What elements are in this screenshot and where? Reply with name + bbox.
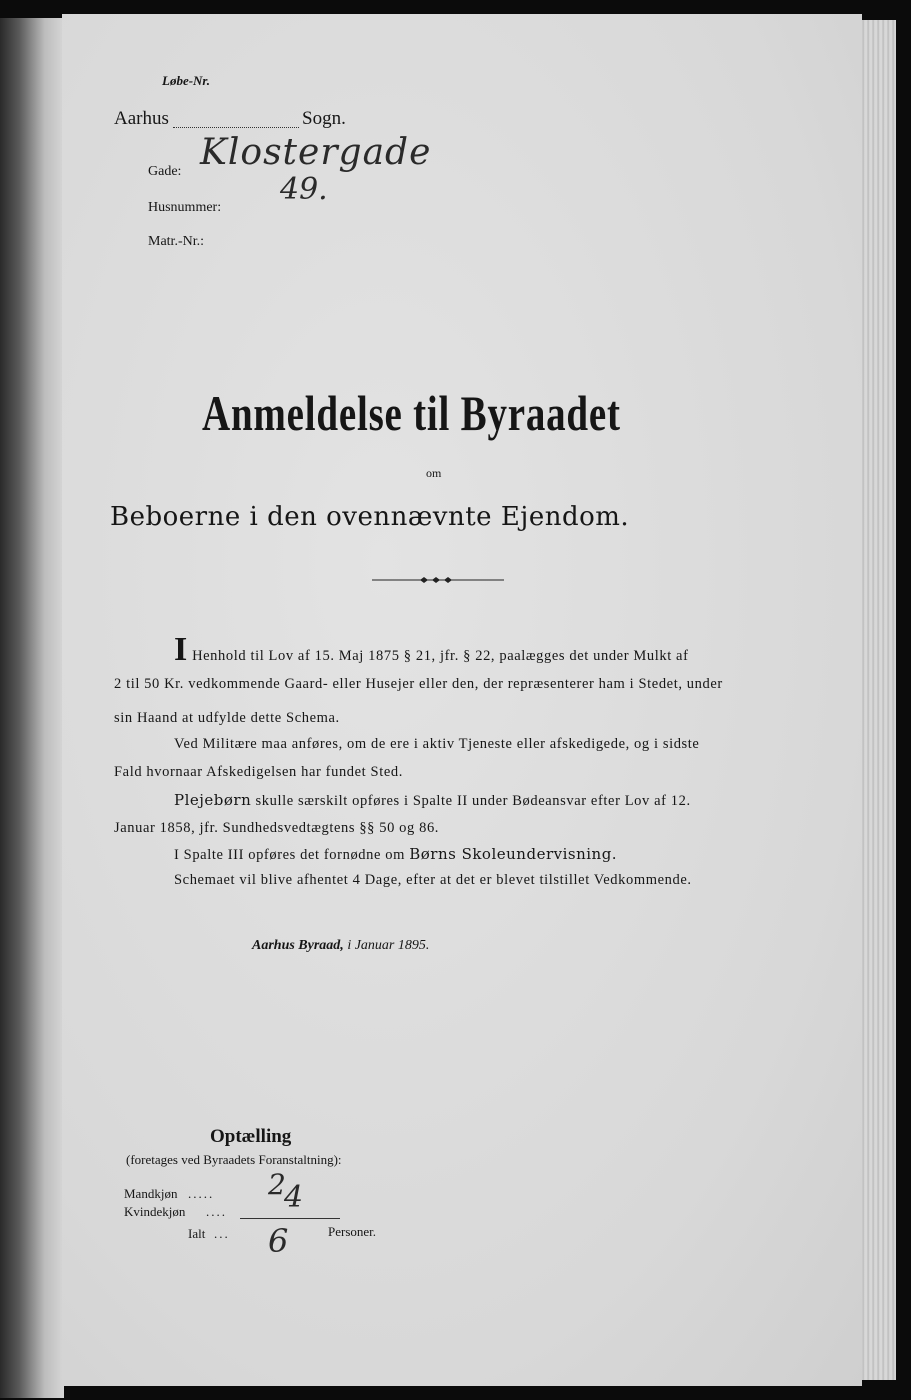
instruction-line: Henhold til Lov af 15. Maj 1875 § 21, jfr. § 22, paalægges det under Mulkt af bbox=[192, 648, 689, 664]
right-page-edge bbox=[860, 20, 896, 1380]
male-label: Mandkjøn bbox=[124, 1186, 178, 1201]
dot-leader: .... bbox=[206, 1204, 227, 1219]
male-value: 2 bbox=[268, 1168, 286, 1201]
dropcap-initial: I bbox=[174, 631, 188, 668]
count-title: Optælling bbox=[210, 1126, 292, 1147]
dot-leader: ... bbox=[214, 1226, 230, 1241]
signature bbox=[252, 938, 429, 954]
count-note: (foretages ved Byraadets Foranstaltning): bbox=[126, 1152, 342, 1167]
female-label: Kvindekjøn bbox=[124, 1204, 186, 1219]
total-label: Ialt bbox=[188, 1226, 206, 1241]
signature-date: i Januar 1895. bbox=[347, 938, 430, 953]
sum-rule bbox=[240, 1218, 340, 1219]
instruction-line: Schemaet vil blive afhentet 4 Dage, efter at det er blevet tilstillet Vedkommende. bbox=[174, 872, 692, 888]
instruction-line: Fald hvornaar Afskedigelsen har fundet Sted. bbox=[114, 764, 403, 780]
instruction-line: Ved Militære maa anføres, om de ere i aktiv Tjeneste eller afskedigede, og i sidste bbox=[174, 736, 700, 752]
dot-leader: ..... bbox=[188, 1186, 215, 1201]
om-label: om bbox=[426, 466, 442, 480]
city-label: Aarhus bbox=[114, 108, 169, 129]
instruction-paragraph-1 bbox=[174, 631, 689, 668]
matr-label: Matr.-Nr.: bbox=[148, 234, 204, 249]
page-title: Anmeldelse til Byraadet bbox=[202, 385, 621, 441]
instruction-line: Januar 1858, jfr. Sundhedsvedtægtens §§ 50 og 86. bbox=[114, 820, 440, 836]
sogn-label: Sogn. bbox=[302, 108, 346, 129]
instruction-paragraph-3 bbox=[174, 790, 691, 811]
page-subtitle: Beboerne i den ovennævnte Ejendom. bbox=[110, 502, 630, 532]
ornament-divider bbox=[372, 574, 504, 586]
instruction-line: sin Haand at udfylde dette Schema. bbox=[114, 710, 340, 726]
husnummer-label: Husnummer: bbox=[148, 200, 222, 215]
skoleundervisning-emphasis: Børns Skoleundervisning. bbox=[409, 845, 618, 863]
husnummer-value: 49. bbox=[280, 172, 328, 207]
instruction-line: skulle særskilt opføres i Spalte II under Bødeansvar efter Lov af 12. bbox=[255, 793, 691, 809]
gade-value: Klostergade bbox=[200, 132, 432, 173]
gade-label: Gade: bbox=[148, 164, 182, 179]
left-page-edge bbox=[0, 18, 64, 1398]
plejeboern-emphasis: Plejebørn bbox=[174, 791, 252, 809]
instruction-paragraph-4 bbox=[174, 844, 617, 865]
sogn-line bbox=[173, 126, 299, 128]
document-page bbox=[62, 14, 862, 1386]
loebe-nr-label: Løbe-Nr. bbox=[162, 73, 211, 88]
signature-org: Aarhus Byraad, bbox=[252, 938, 344, 953]
instruction-line: 2 til 50 Kr. vedkommende Gaard- eller Husejer eller den, der repræsenterer ham i Stedet, under bbox=[114, 676, 723, 692]
female-value: 4 bbox=[284, 1180, 304, 1215]
instruction-line: I Spalte III opføres det fornødne om bbox=[174, 847, 405, 863]
total-value: 6 bbox=[268, 1222, 289, 1260]
persons-label: Personer. bbox=[328, 1224, 377, 1239]
